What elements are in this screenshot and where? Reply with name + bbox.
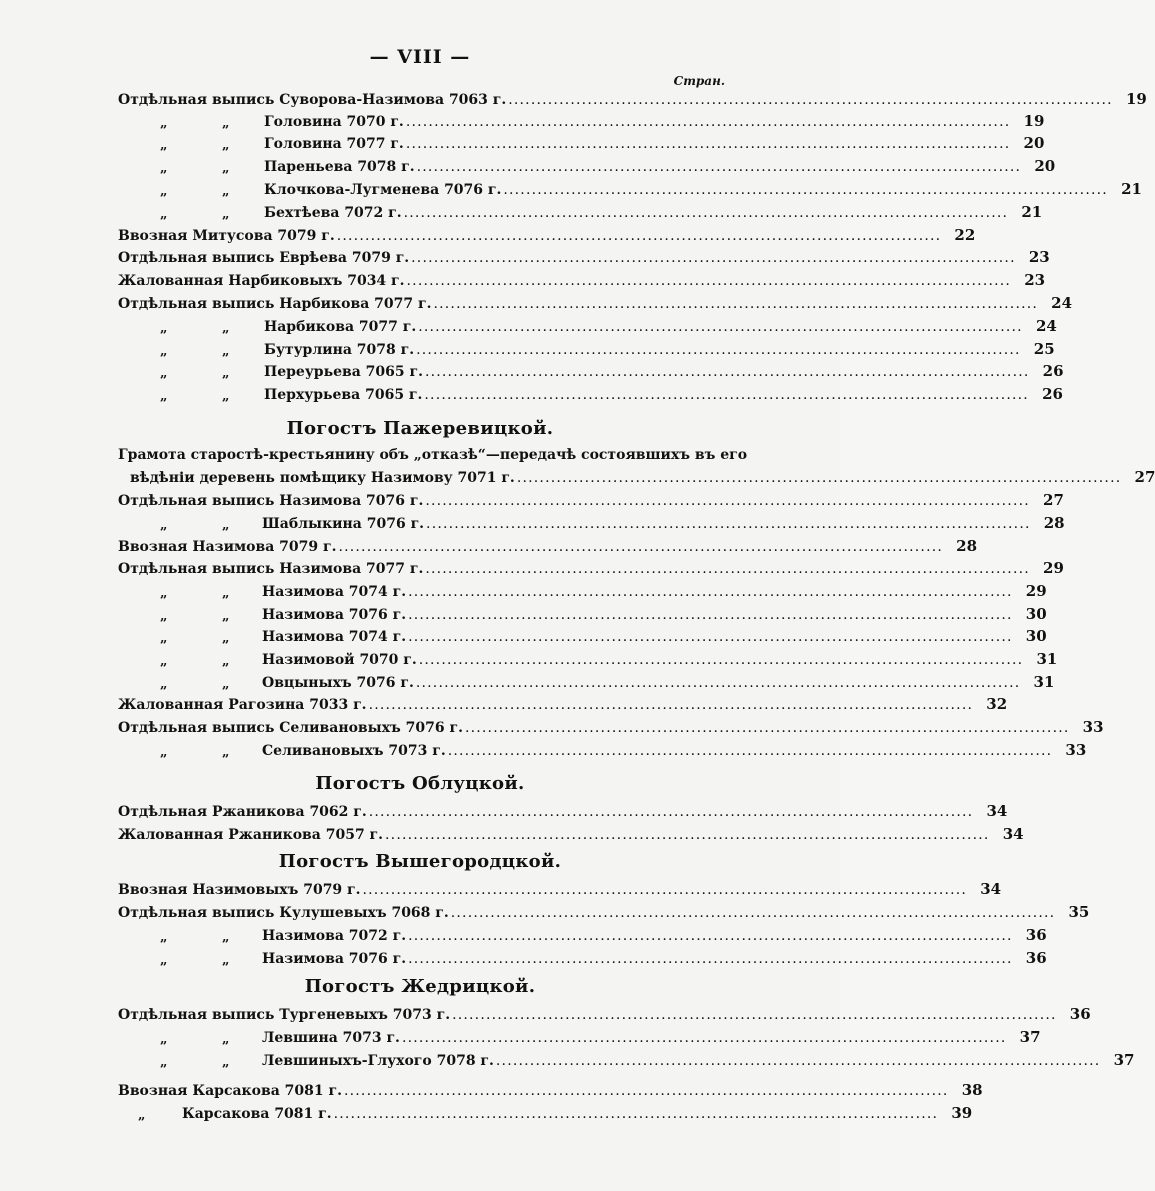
toc-entry-page: 38 [961, 1081, 983, 1099]
leader-dots: ........................................................................................................... [415, 675, 1021, 691]
toc-entry [118, 489, 1064, 511]
toc-entry-page: 27 [1043, 491, 1064, 509]
toc-entry-page: 21 [1021, 203, 1043, 221]
toc-entry-page: 33 [1082, 718, 1104, 736]
toc-entry-label: Отдѣльная выпись Назимова 7076 г. [118, 493, 424, 509]
leader-dots: ........................................................................................................... [450, 905, 1056, 921]
toc-entry-label: Назимова 7074 г. [262, 584, 407, 600]
toc-entry-label: Ввозная Назимова 7079 г. [118, 539, 337, 555]
leader-dots: ........................................................................................................... [425, 561, 1030, 577]
toc-entry [264, 383, 1063, 405]
toc-entry [118, 1003, 1091, 1025]
section-heading: Погостъ Пажеревицкой. [286, 418, 554, 439]
leader-dots: ........................................................................................................... [508, 92, 1113, 108]
page-number: — VIII — [369, 46, 471, 68]
toc-entry-page: 29 [1043, 559, 1064, 577]
toc-entry-page: 30 [1025, 627, 1047, 645]
toc-entry [118, 246, 1050, 268]
toc-entry-page: 23 [1024, 271, 1046, 289]
toc-entry-label: Нарбикова 7077 г. [264, 319, 417, 335]
toc-entry [118, 716, 1104, 738]
toc-entry-label: Селивановыхъ 7073 г. [262, 743, 446, 759]
leader-dots: ........................................................................................................... [418, 319, 1023, 335]
ditto-mark: „ [222, 1055, 230, 1070]
leader-dots: ........................................................................................................... [401, 1030, 1007, 1046]
leader-dots: ........................................................................................................... [385, 827, 990, 843]
toc-entry-page: 28 [1043, 514, 1065, 532]
toc-entry [182, 1102, 973, 1124]
ditto-mark: „ [160, 207, 168, 222]
leader-dots: ........................................................................................................... [425, 493, 1030, 509]
toc-entry [262, 947, 1047, 969]
toc-entry-label: вѣдѣнiи деревень помѣщику Назимову 7071 г. [130, 470, 515, 486]
toc-entry [264, 201, 1043, 223]
ditto-mark: „ [222, 586, 230, 601]
ditto-mark: „ [160, 321, 168, 336]
toc-entry [118, 693, 1008, 715]
toc-entry [118, 535, 978, 557]
toc-entry-page: 19 [1125, 90, 1147, 108]
leader-dots: ........................................................................................................... [418, 652, 1024, 668]
toc-entry-label: Отдѣльная выпись Суворова-Назимова 7063 г. [118, 92, 507, 108]
ditto-mark: „ [222, 184, 230, 199]
toc-entry-page: 36 [1025, 926, 1047, 944]
toc-entry [118, 557, 1064, 579]
toc-entry-label: Переурьева 7065 г. [264, 364, 423, 380]
toc-entry-label: Отдѣльная выпись Нарбикова 7077 г. [118, 296, 432, 312]
ditto-mark: „ [160, 389, 168, 404]
toc-entry-page: 20 [1034, 157, 1056, 175]
toc-entry-label: Головина 7070 г. [264, 114, 404, 130]
ditto-mark: „ [222, 161, 230, 176]
ditto-mark: „ [160, 344, 168, 359]
leader-dots: ........................................................................................................... [333, 1106, 939, 1122]
ditto-mark: „ [222, 344, 230, 359]
ditto-mark: „ [222, 138, 230, 153]
toc-entry-page: 32 [986, 695, 1008, 713]
toc-entry-label: Ввозная Назимовыхъ 7079 г. [118, 882, 361, 898]
column-header-pages: Стран. [673, 74, 725, 88]
toc-entry [118, 224, 976, 246]
toc-entry-page: 31 [1036, 650, 1058, 668]
ditto-mark: „ [222, 366, 230, 381]
leader-dots: ........................................................................................................... [336, 228, 942, 244]
toc-entry-label: Ввозная Митусова 7079 г. [118, 228, 335, 244]
toc-entry-page: 24 [1051, 294, 1073, 312]
toc-entry [262, 603, 1047, 625]
ditto-mark: „ [160, 654, 168, 669]
leader-dots: ........................................................................................................... [405, 136, 1011, 152]
ditto-mark: „ [222, 654, 230, 669]
toc-entry-label: Клочкова-Лугменева 7076 г. [264, 182, 502, 198]
ditto-mark: „ [222, 745, 230, 760]
toc-entry [262, 512, 1065, 534]
toc-entry-label: Бутурлина 7078 г. [264, 342, 415, 358]
ditto-mark: „ [160, 161, 168, 176]
toc-entry-page: 39 [951, 1104, 973, 1122]
toc-entry-label: Перхурьева 7065 г. [264, 387, 423, 403]
toc-entry-label: Жалованная Ржаникова 7057 г. [118, 827, 384, 843]
ditto-mark: „ [160, 1032, 168, 1047]
toc-entry-page: 36 [1025, 949, 1047, 967]
leader-dots: ........................................................................................................... [464, 720, 1070, 736]
leader-dots: ........................................................................................................... [424, 387, 1029, 403]
toc-entry-page: 37 [1113, 1051, 1135, 1069]
leader-dots: ........................................................................................................... [403, 205, 1009, 221]
ditto-mark: „ [160, 953, 168, 968]
toc-entry-page: 34 [1002, 825, 1024, 843]
leader-dots: ........................................................................................................... [408, 584, 1013, 600]
toc-entry-label: Ввозная Карсакова 7081 г. [118, 1083, 342, 1099]
toc-entry-label: Карсакова 7081 г. [182, 1106, 332, 1122]
toc-entry [118, 823, 1024, 845]
toc-entry-page: 29 [1025, 582, 1047, 600]
leader-dots: ........................................................................................................... [447, 743, 1053, 759]
leader-dots: ........................................................................................................... [503, 182, 1108, 198]
leader-dots: ........................................................................................................... [408, 629, 1013, 645]
toc-entry-page: 37 [1019, 1028, 1041, 1046]
leader-dots: ........................................................................................................... [416, 342, 1021, 358]
ditto-mark: „ [222, 953, 230, 968]
leader-dots: ........................................................................................................... [343, 1083, 949, 1099]
toc-entry-label: Головина 7077 г. [264, 136, 404, 152]
ditto-mark: „ [160, 1055, 168, 1070]
toc-entry-label: Бехтѣева 7072 г. [264, 205, 402, 221]
toc-entry-page: 26 [1042, 385, 1063, 403]
toc-entry [264, 155, 1056, 177]
toc-entry-page: 33 [1065, 741, 1087, 759]
toc-entry-label: Отдѣльная выпись Селивановыхъ 7076 г. [118, 720, 463, 736]
leader-dots: ........................................................................................................... [516, 470, 1122, 486]
ditto-mark: „ [222, 518, 230, 533]
toc-entry [262, 625, 1047, 647]
toc-entry [118, 878, 1002, 900]
ditto-mark: „ [160, 745, 168, 760]
toc-entry-page: 36 [1069, 1005, 1091, 1023]
ditto-mark: „ [160, 116, 168, 131]
ditto-mark: „ [160, 138, 168, 153]
toc-entry [264, 360, 1064, 382]
toc-entry [262, 648, 1058, 670]
toc-entry [118, 88, 1147, 110]
leader-dots: ........................................................................................................... [408, 607, 1013, 623]
toc-entry-label: Назимова 7072 г. [262, 928, 407, 944]
toc-entry-label: Левшиныхъ-Глухого 7078 г. [262, 1053, 494, 1069]
toc-entry-label: Отдѣльная выпись Кулушевыхъ 7068 г. [118, 905, 449, 921]
toc-entry [262, 924, 1047, 946]
toc-entry [264, 315, 1057, 337]
ditto-mark: „ [138, 1108, 146, 1123]
toc-entry-line: Грамота старостѣ-крестьянину объ „отказѣ“—передачѣ состоявшихъ въ его [118, 447, 748, 463]
toc-entry-page: 23 [1028, 248, 1050, 266]
toc-entry [118, 269, 1046, 291]
ditto-mark: „ [160, 586, 168, 601]
ditto-mark: „ [160, 366, 168, 381]
toc-entry [262, 739, 1087, 761]
toc-entry-page: 26 [1042, 362, 1064, 380]
toc-entry-label: Назимовой 7070 г. [262, 652, 417, 668]
ditto-mark: „ [160, 631, 168, 646]
toc-entry-label: Назимова 7076 г. [262, 951, 407, 967]
toc-entry-page: 20 [1023, 134, 1045, 152]
leader-dots: ........................................................................................................... [368, 697, 974, 713]
toc-entry [264, 178, 1142, 200]
toc-entry-label: Назимова 7076 г. [262, 607, 407, 623]
section-heading: Погостъ Жедрицкой. [304, 976, 536, 997]
toc-entry-label: Шаблыкина 7076 г. [262, 516, 425, 532]
toc-entry [118, 1079, 983, 1101]
ditto-mark: „ [160, 930, 168, 945]
ditto-mark: „ [222, 609, 230, 624]
leader-dots: ........................................................................................................... [408, 951, 1013, 967]
toc-entry-label: Отдѣльная выпись Тургеневыхъ 7073 г. [118, 1007, 451, 1023]
toc-entry-label: Отдѣльная выпись Еврѣева 7079 г. [118, 250, 410, 266]
toc-entry-page: 19 [1023, 112, 1045, 130]
ditto-mark: „ [160, 184, 168, 199]
toc-entry-page: 22 [954, 226, 976, 244]
leader-dots: ........................................................................................................... [368, 804, 974, 820]
toc-entry-page: 35 [1068, 903, 1090, 921]
section-heading: Погостъ Вышегородцкой. [278, 851, 562, 872]
leader-dots: ........................................................................................................... [433, 296, 1039, 312]
toc-entry [262, 580, 1047, 602]
toc-entry-label: Жалованная Нарбиковыхъ 7034 г. [118, 273, 405, 289]
ditto-mark: „ [222, 389, 230, 404]
leader-dots: ........................................................................................................... [426, 516, 1031, 532]
leader-dots: ........................................................................................................... [424, 364, 1030, 380]
toc-entry-page: 34 [986, 802, 1008, 820]
toc-entry-page: 27 [1134, 468, 1155, 486]
leader-dots: ........................................................................................................... [452, 1007, 1057, 1023]
leader-dots: ........................................................................................................... [406, 273, 1012, 289]
leader-dots: ........................................................................................................... [338, 539, 944, 555]
ditto-mark: „ [160, 677, 168, 692]
ditto-mark: „ [222, 930, 230, 945]
ditto-mark: „ [222, 207, 230, 222]
toc-entry-page: 28 [956, 537, 978, 555]
toc-entry-label: Левшина 7073 г. [262, 1030, 400, 1046]
toc-entry [118, 800, 1008, 822]
toc-entry-label: Назимова 7074 г. [262, 629, 407, 645]
toc-entry-page: 24 [1035, 317, 1057, 335]
ditto-mark: „ [222, 1032, 230, 1047]
toc-entry [118, 292, 1073, 314]
leader-dots: ........................................................................................................... [416, 159, 1022, 175]
toc-entry [118, 901, 1090, 923]
ditto-mark: „ [222, 321, 230, 336]
toc-entry-label: Отдѣльная выпись Назимова 7077 г. [118, 561, 424, 577]
ditto-mark: „ [222, 677, 230, 692]
toc-entry [130, 466, 1155, 488]
leader-dots: ........................................................................................................... [408, 928, 1013, 944]
leader-dots: ........................................................................................................... [362, 882, 968, 898]
toc-entry [262, 1026, 1041, 1048]
toc-entry-page: 21 [1121, 180, 1142, 198]
toc-entry-label: Отдѣльная Ржаникова 7062 г. [118, 804, 367, 820]
toc-entry-page: 30 [1025, 605, 1047, 623]
ditto-mark: „ [160, 609, 168, 624]
ditto-mark: „ [222, 631, 230, 646]
leader-dots: ........................................................................................................... [495, 1053, 1101, 1069]
ditto-mark: „ [222, 116, 230, 131]
section-heading: Погостъ Облуцкой. [315, 773, 525, 794]
ditto-mark: „ [160, 518, 168, 533]
toc-entry [262, 1049, 1135, 1071]
toc-entry-label: Пареньева 7078 г. [264, 159, 415, 175]
toc-entry [264, 110, 1045, 132]
toc-entry-page: 34 [980, 880, 1002, 898]
leader-dots: ........................................................................................................... [405, 114, 1011, 130]
toc-entry-page: 25 [1033, 340, 1055, 358]
toc-entry-label: Жалованная Рагозина 7033 г. [118, 697, 367, 713]
toc-entry-label: Овцыныхъ 7076 г. [262, 675, 414, 691]
leader-dots: ........................................................................................................... [411, 250, 1016, 266]
toc-entry [262, 671, 1055, 693]
toc-entry [264, 338, 1055, 360]
toc-entry-page: 31 [1033, 673, 1055, 691]
toc-entry [264, 132, 1045, 154]
